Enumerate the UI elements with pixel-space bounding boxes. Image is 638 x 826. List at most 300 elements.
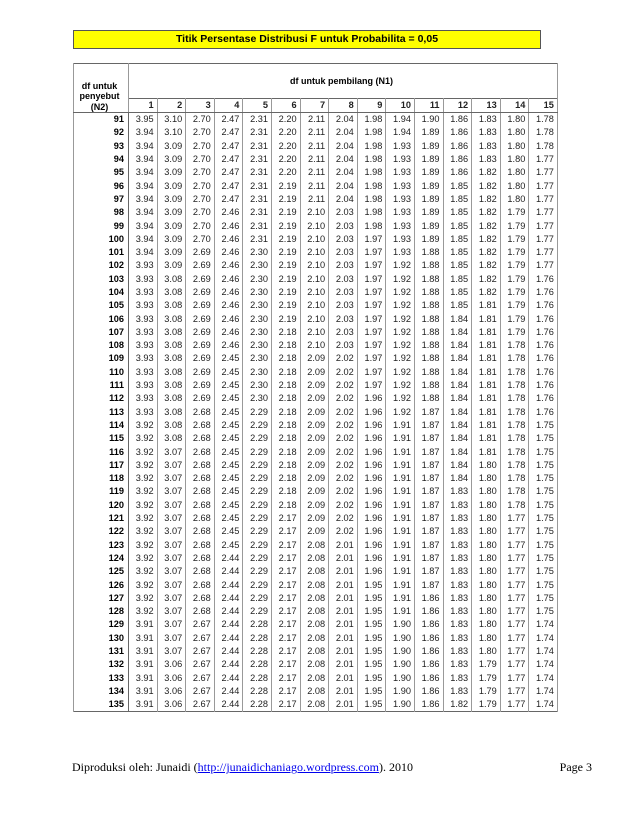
table-cell: 1.90 [386,671,415,684]
table-cell: 1.79 [500,246,529,259]
table-cell: 2.17 [271,525,300,538]
table-cell: 2.46 [214,326,243,339]
table-cell: 3.08 [157,273,186,286]
table-cell: 2.08 [300,605,329,618]
table-row [74,698,558,712]
table-cell: 2.44 [214,565,243,578]
table-cell: 2.17 [271,632,300,645]
table-row [74,246,558,259]
table-cell: 1.86 [414,605,443,618]
table-cell: 2.18 [271,379,300,392]
table-cell: 1.81 [472,326,501,339]
table-cell: 2.29 [243,592,272,605]
table-cell: 1.91 [386,419,415,432]
table-cell: 3.95 [129,113,158,127]
table-cell: 2.67 [186,658,215,671]
table-row [74,632,558,645]
table-cell: 1.87 [414,539,443,552]
table-cell: 1.89 [414,219,443,232]
row-n2-label: 135 [74,698,129,712]
table-cell: 2.02 [329,352,358,365]
row-n2-label: 91 [74,113,129,127]
table-cell: 1.85 [443,299,472,312]
table-cell: 2.01 [329,632,358,645]
table-cell: 1.91 [386,539,415,552]
table-cell: 2.30 [243,339,272,352]
table-cell: 2.70 [186,113,215,127]
table-cell: 3.09 [157,233,186,246]
row-n2-label: 95 [74,166,129,179]
table-cell: 3.94 [129,246,158,259]
table-cell: 2.17 [271,605,300,618]
table-cell: 2.47 [214,140,243,153]
table-cell: 1.95 [357,645,386,658]
table-cell: 1.88 [414,299,443,312]
table-cell: 1.84 [443,419,472,432]
table-cell: 1.95 [357,671,386,684]
table-cell: 1.90 [386,685,415,698]
table-row [74,485,558,498]
table-cell: 1.77 [500,618,529,631]
table-cell: 2.69 [186,259,215,272]
table-cell: 3.94 [129,219,158,232]
table-cell: 2.29 [243,565,272,578]
table-cell: 2.47 [214,166,243,179]
table-cell: 2.45 [214,539,243,552]
table-cell: 2.03 [329,326,358,339]
table-cell: 1.76 [529,352,558,365]
table-cell: 1.81 [472,299,501,312]
table-cell: 2.03 [329,286,358,299]
table-cell: 2.19 [271,206,300,219]
table-cell: 2.10 [300,312,329,325]
table-cell: 1.83 [472,140,501,153]
table-cell: 2.19 [271,193,300,206]
table-cell: 3.06 [157,685,186,698]
table-cell: 1.78 [500,485,529,498]
table-cell: 2.29 [243,499,272,512]
table-cell: 2.46 [214,219,243,232]
table-cell: 2.01 [329,565,358,578]
row-n2-label: 111 [74,379,129,392]
table-cell: 3.94 [129,153,158,166]
table-cell: 1.98 [357,193,386,206]
table-cell: 2.10 [300,326,329,339]
table-title: Titik Persentase Distribusi F untuk Probabilita = 0,05 [73,30,541,49]
table-cell: 1.86 [414,671,443,684]
table-cell: 1.97 [357,379,386,392]
table-cell: 2.08 [300,671,329,684]
table-cell: 1.82 [472,286,501,299]
table-cell: 1.74 [529,658,558,671]
table-cell: 1.80 [500,113,529,127]
table-cell: 2.17 [271,512,300,525]
table-cell: 2.18 [271,445,300,458]
table-cell: 1.76 [529,392,558,405]
table-cell: 1.96 [357,512,386,525]
table-cell: 2.20 [271,153,300,166]
table-cell: 1.96 [357,539,386,552]
row-n2-label: 133 [74,671,129,684]
table-cell: 3.92 [129,512,158,525]
table-cell: 1.91 [386,472,415,485]
table-cell: 1.83 [472,126,501,139]
table-cell: 2.04 [329,153,358,166]
table-cell: 1.75 [529,565,558,578]
table-cell: 2.68 [186,565,215,578]
table-cell: 1.88 [414,326,443,339]
row-n2-label: 120 [74,499,129,512]
table-cell: 3.07 [157,512,186,525]
table-cell: 1.84 [443,472,472,485]
table-cell: 2.45 [214,406,243,419]
table-cell: 3.10 [157,113,186,127]
table-cell: 1.77 [500,605,529,618]
table-cell: 1.96 [357,552,386,565]
table-cell: 1.83 [443,632,472,645]
table-cell: 3.07 [157,539,186,552]
row-n2-label: 130 [74,632,129,645]
table-cell: 2.45 [214,459,243,472]
table-cell: 1.77 [529,153,558,166]
table-cell: 3.93 [129,406,158,419]
table-cell: 1.87 [414,512,443,525]
table-cell: 1.83 [443,658,472,671]
table-cell: 2.18 [271,459,300,472]
table-cell: 2.45 [214,472,243,485]
table-cell: 2.44 [214,578,243,591]
table-cell: 1.87 [414,459,443,472]
table-cell: 1.85 [443,286,472,299]
table-cell: 1.77 [529,259,558,272]
table-cell: 2.46 [214,206,243,219]
table-cell: 2.46 [214,259,243,272]
table-cell: 3.09 [157,193,186,206]
table-cell: 3.09 [157,219,186,232]
table-cell: 2.18 [271,432,300,445]
table-cell: 1.82 [472,273,501,286]
table-cell: 1.79 [472,671,501,684]
table-cell: 2.28 [243,645,272,658]
table-cell: 1.76 [529,366,558,379]
table-cell: 2.28 [243,618,272,631]
table-cell: 1.75 [529,485,558,498]
table-cell: 1.93 [386,166,415,179]
row-n2-label: 117 [74,459,129,472]
table-cell: 2.47 [214,193,243,206]
table-cell: 1.96 [357,525,386,538]
table-cell: 2.03 [329,299,358,312]
table-cell: 1.81 [472,419,501,432]
table-cell: 2.28 [243,671,272,684]
table-cell: 2.46 [214,233,243,246]
table-cell: 3.07 [157,459,186,472]
table-cell: 1.80 [472,499,501,512]
page-number: Page 3 [559,760,592,774]
table-cell: 2.47 [214,153,243,166]
table-cell: 2.67 [186,671,215,684]
table-cell: 1.79 [472,685,501,698]
table-row [74,419,558,432]
table-cell: 1.74 [529,685,558,698]
table-row [74,273,558,286]
table-cell: 1.75 [529,472,558,485]
table-cell: 1.95 [357,605,386,618]
table-cell: 2.19 [271,219,300,232]
table-row [74,406,558,419]
table-cell: 3.06 [157,698,186,712]
table-cell: 2.68 [186,552,215,565]
table-cell: 1.80 [472,472,501,485]
table-cell: 1.82 [472,233,501,246]
table-cell: 2.09 [300,472,329,485]
table-cell: 2.30 [243,246,272,259]
table-cell: 2.69 [186,366,215,379]
table-cell: 1.96 [357,485,386,498]
table-cell: 2.44 [214,671,243,684]
table-cell: 2.18 [271,326,300,339]
table-cell: 1.88 [414,246,443,259]
table-cell: 1.84 [443,352,472,365]
table-cell: 2.19 [271,286,300,299]
row-n2-label: 122 [74,525,129,538]
table-cell: 3.91 [129,645,158,658]
table-cell: 1.92 [386,286,415,299]
column-header-n1: 3 [186,99,215,113]
table-cell: 2.31 [243,113,272,127]
row-n2-label: 119 [74,485,129,498]
table-cell: 1.77 [500,512,529,525]
table-cell: 2.69 [186,379,215,392]
table-cell: 2.10 [300,259,329,272]
table-cell: 1.97 [357,326,386,339]
table-cell: 2.68 [186,512,215,525]
row-n2-label: 97 [74,193,129,206]
table-cell: 2.09 [300,512,329,525]
table-cell: 2.70 [186,153,215,166]
table-cell: 2.02 [329,406,358,419]
table-cell: 2.70 [186,166,215,179]
table-cell: 1.95 [357,592,386,605]
table-cell: 2.08 [300,552,329,565]
table-cell: 1.78 [500,499,529,512]
table-cell: 2.02 [329,432,358,445]
table-cell: 2.68 [186,485,215,498]
table-cell: 1.80 [500,126,529,139]
table-cell: 1.98 [357,206,386,219]
table-cell: 2.47 [214,179,243,192]
table-cell: 1.96 [357,472,386,485]
table-cell: 1.79 [500,299,529,312]
table-cell: 2.45 [214,366,243,379]
table-cell: 1.77 [529,206,558,219]
table-cell: 3.93 [129,259,158,272]
table-row [74,445,558,458]
table-cell: 1.84 [443,406,472,419]
table-cell: 2.28 [243,658,272,671]
table-cell: 3.92 [129,419,158,432]
table-cell: 2.31 [243,206,272,219]
table-cell: 2.08 [300,645,329,658]
table-cell: 2.30 [243,299,272,312]
author-link[interactable]: http://junaidichaniago.wordpress.com [197,760,379,774]
table-cell: 1.95 [357,658,386,671]
table-cell: 1.80 [500,140,529,153]
table-cell: 2.08 [300,578,329,591]
table-cell: 1.83 [443,671,472,684]
table-cell: 1.84 [443,379,472,392]
table-cell: 2.44 [214,685,243,698]
table-cell: 2.20 [271,113,300,127]
table-cell: 1.81 [472,379,501,392]
table-cell: 2.09 [300,525,329,538]
row-n2-label: 109 [74,352,129,365]
table-cell: 2.02 [329,525,358,538]
table-cell: 1.88 [414,339,443,352]
table-row [74,565,558,578]
table-cell: 2.29 [243,472,272,485]
table-cell: 1.77 [529,193,558,206]
table-cell: 2.01 [329,578,358,591]
table-cell: 2.30 [243,366,272,379]
table-cell: 3.91 [129,698,158,712]
table-cell: 2.46 [214,339,243,352]
table-cell: 3.93 [129,379,158,392]
table-cell: 1.75 [529,512,558,525]
n2-header-line: (N2) [90,101,109,112]
table-cell: 2.01 [329,658,358,671]
table-cell: 2.31 [243,219,272,232]
table-cell: 1.83 [472,113,501,127]
table-cell: 1.86 [414,645,443,658]
table-cell: 2.28 [243,632,272,645]
table-cell: 3.92 [129,445,158,458]
table-cell: 1.77 [500,632,529,645]
table-cell: 1.92 [386,406,415,419]
table-cell: 2.18 [271,406,300,419]
table-cell: 1.97 [357,299,386,312]
table-cell: 2.29 [243,406,272,419]
table-cell: 1.96 [357,392,386,405]
table-cell: 2.03 [329,312,358,325]
table-cell: 2.17 [271,552,300,565]
table-cell: 1.80 [472,552,501,565]
table-cell: 2.29 [243,432,272,445]
table-row [74,153,558,166]
table-cell: 2.68 [186,539,215,552]
table-cell: 2.01 [329,698,358,712]
table-cell: 1.83 [472,153,501,166]
table-cell: 1.80 [472,592,501,605]
table-cell: 1.77 [529,166,558,179]
table-cell: 2.44 [214,632,243,645]
table-row [74,552,558,565]
table-cell: 2.09 [300,366,329,379]
table-row [74,512,558,525]
row-n2-label: 96 [74,179,129,192]
table-cell: 3.07 [157,618,186,631]
table-cell: 1.95 [357,698,386,712]
table-cell: 3.92 [129,485,158,498]
table-cell: 2.69 [186,352,215,365]
table-cell: 3.10 [157,126,186,139]
table-cell: 1.75 [529,445,558,458]
table-cell: 1.75 [529,578,558,591]
table-cell: 2.45 [214,445,243,458]
table-cell: 2.44 [214,605,243,618]
table-cell: 2.19 [271,312,300,325]
table-cell: 1.76 [529,312,558,325]
table-cell: 2.18 [271,485,300,498]
table-cell: 3.92 [129,565,158,578]
table-cell: 2.46 [214,246,243,259]
row-n2-label: 92 [74,126,129,139]
table-cell: 3.08 [157,286,186,299]
table-row [74,179,558,192]
table-cell: 2.45 [214,379,243,392]
table-cell: 2.46 [214,273,243,286]
table-cell: 2.29 [243,525,272,538]
table-cell: 1.76 [529,299,558,312]
column-header-n1: 7 [300,99,329,113]
table-cell: 1.85 [443,179,472,192]
table-cell: 1.88 [414,286,443,299]
table-cell: 1.78 [500,392,529,405]
table-cell: 1.89 [414,206,443,219]
table-cell: 2.67 [186,685,215,698]
table-cell: 3.09 [157,259,186,272]
table-cell: 1.96 [357,445,386,458]
table-cell: 1.75 [529,592,558,605]
row-n2-label: 127 [74,592,129,605]
table-cell: 1.88 [414,352,443,365]
table-cell: 1.91 [386,512,415,525]
table-cell: 1.93 [386,206,415,219]
table-cell: 1.98 [357,179,386,192]
table-cell: 1.96 [357,565,386,578]
table-row [74,592,558,605]
table-cell: 1.91 [386,552,415,565]
table-cell: 1.76 [529,273,558,286]
table-cell: 2.68 [186,432,215,445]
table-cell: 1.82 [472,246,501,259]
table-cell: 2.69 [186,392,215,405]
table-cell: 1.88 [414,273,443,286]
table-row [74,126,558,139]
table-cell: 1.80 [472,632,501,645]
table-cell: 1.82 [472,259,501,272]
table-cell: 2.31 [243,153,272,166]
table-cell: 1.81 [472,339,501,352]
table-cell: 3.94 [129,193,158,206]
table-cell: 1.85 [443,219,472,232]
table-cell: 1.81 [472,432,501,445]
table-cell: 1.81 [472,312,501,325]
table-cell: 2.19 [271,246,300,259]
table-cell: 2.09 [300,499,329,512]
table-cell: 1.83 [443,552,472,565]
column-header-n1: 8 [329,99,358,113]
table-cell: 2.09 [300,432,329,445]
table-cell: 1.75 [529,419,558,432]
table-cell: 1.80 [472,512,501,525]
table-cell: 1.86 [443,126,472,139]
table-cell: 1.82 [472,179,501,192]
table-cell: 2.01 [329,645,358,658]
row-n2-label: 115 [74,432,129,445]
table-cell: 1.77 [529,219,558,232]
table-cell: 1.86 [414,698,443,712]
